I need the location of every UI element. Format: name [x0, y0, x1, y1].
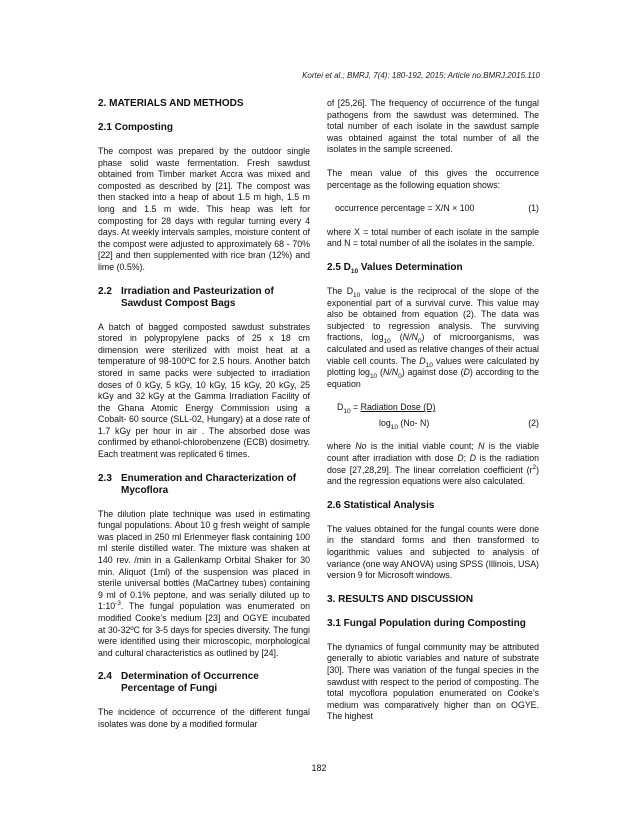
equation-2-denominator-row [327, 418, 539, 430]
paragraph-enumeration [98, 509, 310, 660]
running-header: Kortei et al.; BMRJ, 7(4): 180-192, 2015; Article no.BMRJ.2015.110 [302, 71, 540, 80]
text-run: The dilution plate technique was used in estimating fungal populations. About 10 g fresh weight of sample was placed in 250 ml Erlenmeyer flask containing 100 ml sterile distilled water. The mixture was shaken at 140 rev. /min in a Gallenkamp Orbital Shaker for 30 min. Aliquot (1ml) of the suspension was placed in sterile universal bottles (MaCartney tubes) containing 9 ml of 0.1% peptone, and was serially diluted up to 1:10 [98, 508, 310, 612]
section-heading-results: 3. RESULTS AND DISCUSSION [327, 593, 474, 605]
heading-text: Irradiation and Pasteurization of Sawdust Compost Bags [121, 285, 274, 309]
text-run: is the radiation dose [27,28,29]. The linear correlation coefficient (r [327, 453, 539, 475]
equation-2 [327, 402, 539, 414]
equation-number: (2) [528, 417, 539, 428]
heading-number: 2.2 [98, 285, 112, 297]
subsection-heading-2-4 [98, 671, 310, 695]
paragraph-mean: The mean value of this gives the occurrence percentage as the following equation shows: [327, 167, 539, 190]
heading-text: Determination of Occurrence Percentage of Fungi [121, 671, 259, 695]
text-run: (No- N) [397, 417, 430, 428]
equation-1 [327, 203, 539, 215]
subscript: 0 [398, 372, 402, 380]
text-run: log [379, 417, 391, 428]
text-run: ; [463, 453, 470, 464]
text-run: ( [390, 332, 403, 343]
text-run: D [419, 355, 426, 366]
section-heading-materials: 2. MATERIALS AND METHODS [98, 98, 244, 109]
subscript: 10 [390, 423, 398, 431]
paragraph-where-1: where X = total number of each isolate in the sample and N = total number of all the isolates in the sample. [327, 226, 539, 249]
paragraph-composting: The compost was prepared by the outdoor single phase solid waste fermentation. Fresh sawdust obtained from Timber market Accra was mixed and composted as described by [21]. The compost was then stacked into a heap of about 1.5 m high, 1.5 m long and 1.5 m wide. This heap was left for composting for 28 days with regular turning every 4 days. At weekly intervals samples, moisture content of the compost were adjusted to approximately 68 - 70% [22] and then supplemented with rice bran (12%) and lime (0.5%). [98, 146, 310, 272]
equation-number: (1) [528, 203, 539, 214]
subsection-heading-2-6: 2.6 Statistical Analysis [327, 499, 435, 511]
text-run: The D [327, 285, 354, 296]
subscript: 10 [369, 372, 378, 380]
text-run: ) of microorganisms, was calculated and used as relative changes of their actual viable cell counts. The [327, 332, 539, 366]
equation-denominator [327, 418, 429, 430]
subsection-heading-2-1: 2.1 Composting [98, 122, 174, 133]
superscript: -3 [115, 600, 121, 608]
superscript: 2 [532, 463, 537, 471]
subsection-heading-2-5 [327, 262, 539, 274]
paragraph-d10 [327, 286, 539, 390]
paragraph-occurrence: The incidence of occurrence of the different fungal isolates was done by a modified formular [98, 707, 310, 729]
paragraph-statistics: The values obtained for the fungal counts were done in the standard forms and then transformed to logarithmic values and subjected to analysis of variance (one way ANOVA) using SPSS (Illinois, USA) version 9 for Microsoft windows. [327, 523, 539, 581]
text-run: D [463, 367, 470, 378]
subscript: 10 [343, 408, 351, 416]
text-run: is the initial viable count; [366, 441, 479, 452]
subsection-heading-2-3 [98, 473, 310, 497]
text-run: D [337, 402, 344, 413]
text-run: 2.5 D [327, 261, 351, 273]
text-run: N [478, 441, 485, 452]
text-run: D [469, 453, 476, 464]
equation-body [337, 402, 435, 414]
text-run: = [350, 402, 361, 413]
text-run: N/N [382, 367, 399, 378]
text-run: . The fungal population was enumerated on modified Cooke’s medium [23] and OGYE incubated at 30-32ºC for 3-5 days for species diversity. The fungi were identified using their microscopic, morphological and cultural characteristics as outlined by [24]. [98, 601, 310, 658]
heading-number: 2.3 [98, 472, 112, 484]
subscript: 10 [350, 267, 359, 275]
text-run: values were calculated by plotting log [327, 355, 539, 378]
text-run: Values Determination [358, 261, 463, 273]
left-column [98, 98, 310, 743]
subscript: 0 [417, 338, 422, 346]
paragraph-fungal-population: The dynamics of fungal community may be attributed generally to abiotic variables and nature of substrate [30]. There was variation of the fungal species in the sawdust with respect to the period of composting. The total mycoflora population enumerated on Cooke’s medium was comparatively higher than on OGYE. The highest [327, 641, 539, 722]
text-run: is the viable count after irradiation with dose [327, 441, 539, 464]
right-column [327, 98, 539, 735]
text-run: No [355, 441, 367, 452]
text-run: ) according to the equation [327, 367, 539, 389]
text-run: ( [377, 367, 383, 378]
text-run: ) against dose ( [401, 367, 464, 378]
paragraph-continued: of [25,26]. The frequency of occurrence of the fungal pathogens from the sawdust was determined. The total number of each isolate in the sawdust sample was obtained against the total number of all the isolates in the sample screened. [327, 98, 539, 155]
paragraph-where-2 [327, 441, 539, 487]
subscript: 10 [383, 338, 391, 346]
text-run: ) and the regression equations were also calculated. [327, 464, 539, 487]
equation-body: occurrence percentage = X/N × 100 [335, 203, 475, 214]
text-run: D [457, 453, 464, 464]
subsection-heading-2-2 [98, 286, 310, 310]
page-number: 182 [311, 763, 327, 773]
heading-number: 2.4 [98, 671, 112, 683]
text-run: value is the reciprocal of the slope of the exponential part of a survival curve. This value may also be obtained from equation (2). The data was subjected to regression analysis. The surviving fractions, log [327, 285, 539, 343]
paragraph-irradiation: A batch of bagged composted sawdust substrates stored in polypropylene packs of 25 x 18 cm dimension were sterilized with moist heat at a temperature of 98-100ºC for 2.5 hours. Another batch stored in same packs were subjected to irradiation doses of 0 kGy, 5 kGy, 10 kGy, 15 kGy, 20 kGy, 25 kGy and 32 kGy at the Gamma Irradiation Facility of the Ghana Atomic Energy Commission using a Cobalt- 60 source (SLL-02, Hungary) at a dose rate of 1.7 kGy per hour in air . The absorbed dose was confirmed by ethanol-chlorobenzene (ECB) dosimetry. Each treatment was replicated 6 times. [98, 321, 310, 460]
text-run: N/N [402, 332, 418, 343]
text-run: where [327, 441, 356, 452]
subscript: 10 [353, 291, 361, 299]
heading-text: Enumeration and Characterization of Mycoflora [121, 472, 297, 496]
equation-numerator: Radiation Dose (D) [360, 402, 436, 413]
subsection-heading-3-1: 3.1 Fungal Population during Composting [327, 617, 526, 629]
subscript: 10 [425, 361, 433, 369]
